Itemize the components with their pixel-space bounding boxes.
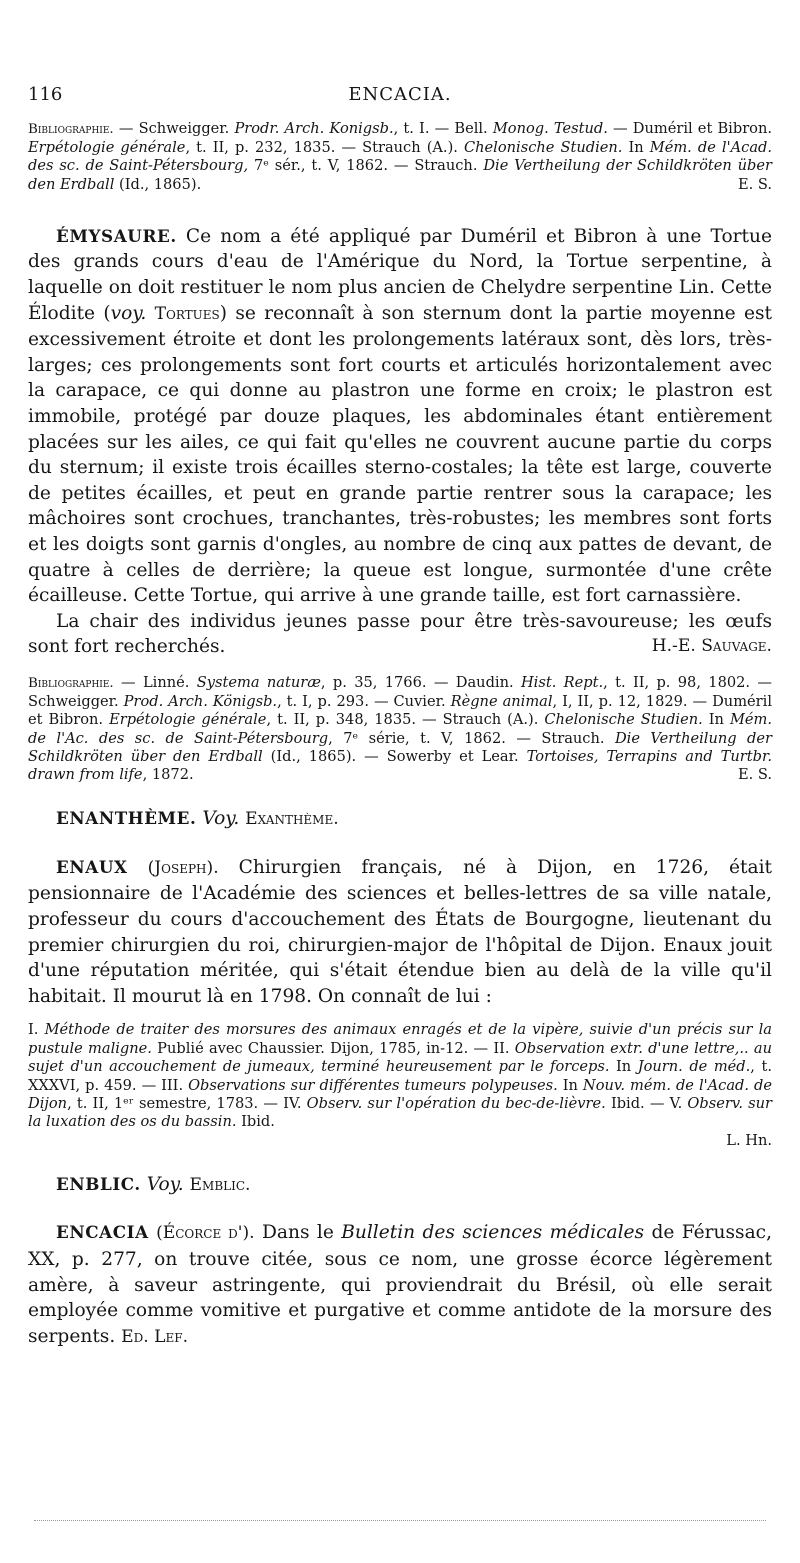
author-signature: E. S. — [737, 765, 772, 783]
page-header — [28, 84, 772, 114]
author-signature: E. S. — [737, 175, 772, 193]
bibliography-top: Bibliographie. — Schweigger. Prodr. Arch. Konigsb., t. I. — Bell. Monog. Testud. — Duméril et Bibron. Erpétologie générale, t. II, p. 232, 1835. — Strauch (A.). Chelonische Studien. In Mém. de l'Acad. des sc. de Saint-Pétersbourg, 7ᵉ sér., t. V, 1862. — Strauch. Die Vertheilung der Schildkröten über den Erdball (Id., 1865). E. S. — [28, 120, 773, 193]
cross-reference: Emblic. — [189, 1174, 251, 1195]
entry-emysaure: ÉMYSAURE. Ce nom a été appliqué par Duméril et Bibron à une Tortue des grands cours d'eau de l'Amérique du Nord, la Tortue serpentine, à laquelle on doit restituer le nom plus ancien de Chelydre serpentine Lin. Cette Élodite (voy. Tortues) se reconnaît à son sternum dont la partie moyenne est excessivement étroite et dont les prolongements latéraux sont, dès lors, très-larges; ces prolongements sont fort courts et articulés horizontalement avec la carapace, ce qui donne au plastron une forme en croix; le plastron est immobile, protégé par douze plaques, les abdominales étant entièrement placées sur les ailes, ce qui fait qu'elles ne couvrent aucune partie du corps du sternum; il existe trois écailles sterno-costales; la tête est large, couverte de petites écailles, et peut en grande partie rentrer sous la carapace; les mâchoires sont crochues, tranchantes, très-robustes; les membres sont forts et les doigts sont garnis d'ongles, au nombre de cinq aux pattes de devant, de quatre à celles de derrière; la queue est longue, surmontée d'une crête écailleuse. Cette Tortue, qui arrive à une grande taille, est fort carnassière. — [28, 225, 772, 607]
headword: ENAUX — [56, 856, 128, 877]
headword: ÉMYSAURE. — [56, 225, 177, 246]
author-signature: Ed. Lef. — [121, 1326, 189, 1347]
entry-emysaure-paragraph-2: La chair des individus jeunes passe pour être très-savoureuse; les œufs sont fort recherchés. H.-E. Sauvage. — [28, 609, 772, 660]
entry-emblic: ENBLIC. Voy. Emblic. — [56, 1173, 251, 1195]
running-head: ENCACIA. — [348, 84, 452, 105]
entry-encacia: ENCACIA (Écorce d'). Dans le Bulletin des sciences médicales de Férussac, XX, p. 277, on trouve citée, sous ce nom, une grosse écorce légèrement amère, à saveur astringente, qui proviendrait du Brésil, où elle serait employée comme vomitive et purgative et comme antidote de la morsure des serpents. Ed. Lef. — [28, 1222, 772, 1347]
dictionary-page — [28, 84, 772, 1350]
bibliography-emysaure: Bibliographie. — Linné. Systema naturæ, p. 35, 1766. — Daudin. Hist. Rept., t. II, p. 98, 1802. — Schweigger. Prod. Arch. Königsb., t. I, p. 293. — Cuvier. Règne animal, I, II, p. 12, 1829. — Duméril et Bibron. Erpétologie générale, t. II, p. 348, 1835. — Strauch (A.). Chelonische Studien. In Mém. de l'Ac. des sc. de Saint-Pétersbourg, 7ᵉ série, t. V, 1862. — Strauch. Die Vertheilung der Schildkröten über den Erdball (Id., 1865). — Sowerby et Lear. Tortoises, Terrapins and Turtbr. drawn from life, 1872. E. S. — [28, 673, 772, 783]
entry-enantheme: ENANTHÈME. Voy. Exanthème. — [56, 808, 339, 830]
headword: ENCACIA — [56, 1222, 149, 1243]
headword: ENBLIC. — [56, 1173, 141, 1194]
author-signature: L. Hn. — [726, 1131, 772, 1149]
page-number: 116 — [28, 84, 63, 105]
footer-dotted-rule — [34, 1520, 766, 1521]
author-signature: H.-E. Sauvage. — [651, 636, 772, 657]
entry-enaux: ENAUX (Joseph). Chirurgien français, né à Dijon, en 1726, était pensionnaire de l'Académie des sciences et belles-lettres de sa ville natale, professeur du cours d'accouchement des États de Bourgogne, lieutenant du premier chirurgien du roi, chirurgien-major de l'hôpital de Dijon. Enaux jouit d'une réputation méritée, qui s'était étendue bien au delà de la ville qu'il habitait. Il mourut là en 1798. On connaît de lui : — [28, 856, 772, 1007]
cross-reference: Exanthème. — [245, 809, 339, 830]
headword: ENANTHÈME. — [56, 808, 197, 829]
works-list-enaux: I. Méthode de traiter des morsures des animaux enragés et de la vipère, suivie d'un précis sur la pustule maligne. Publié avec Chaussier. Dijon, 1785, in-12. — II. Observation extr. d'une lettre,.. au sujet d'un accouchement de jumeaux, terminé heureusement par le forceps. In Journ. de méd., t. XXXVI, p. 459. — III. Observations sur différentes tumeurs polypeuses. In Nouv. mém. de l'Acad. de Dijon, t. II, 1ᵉʳ semestre, 1783. — IV. Observ. sur l'opération du bec-de-lièvre. Ibid. — V. Observ. sur la luxation des os du bassin. Ibid. — [28, 1021, 773, 1131]
